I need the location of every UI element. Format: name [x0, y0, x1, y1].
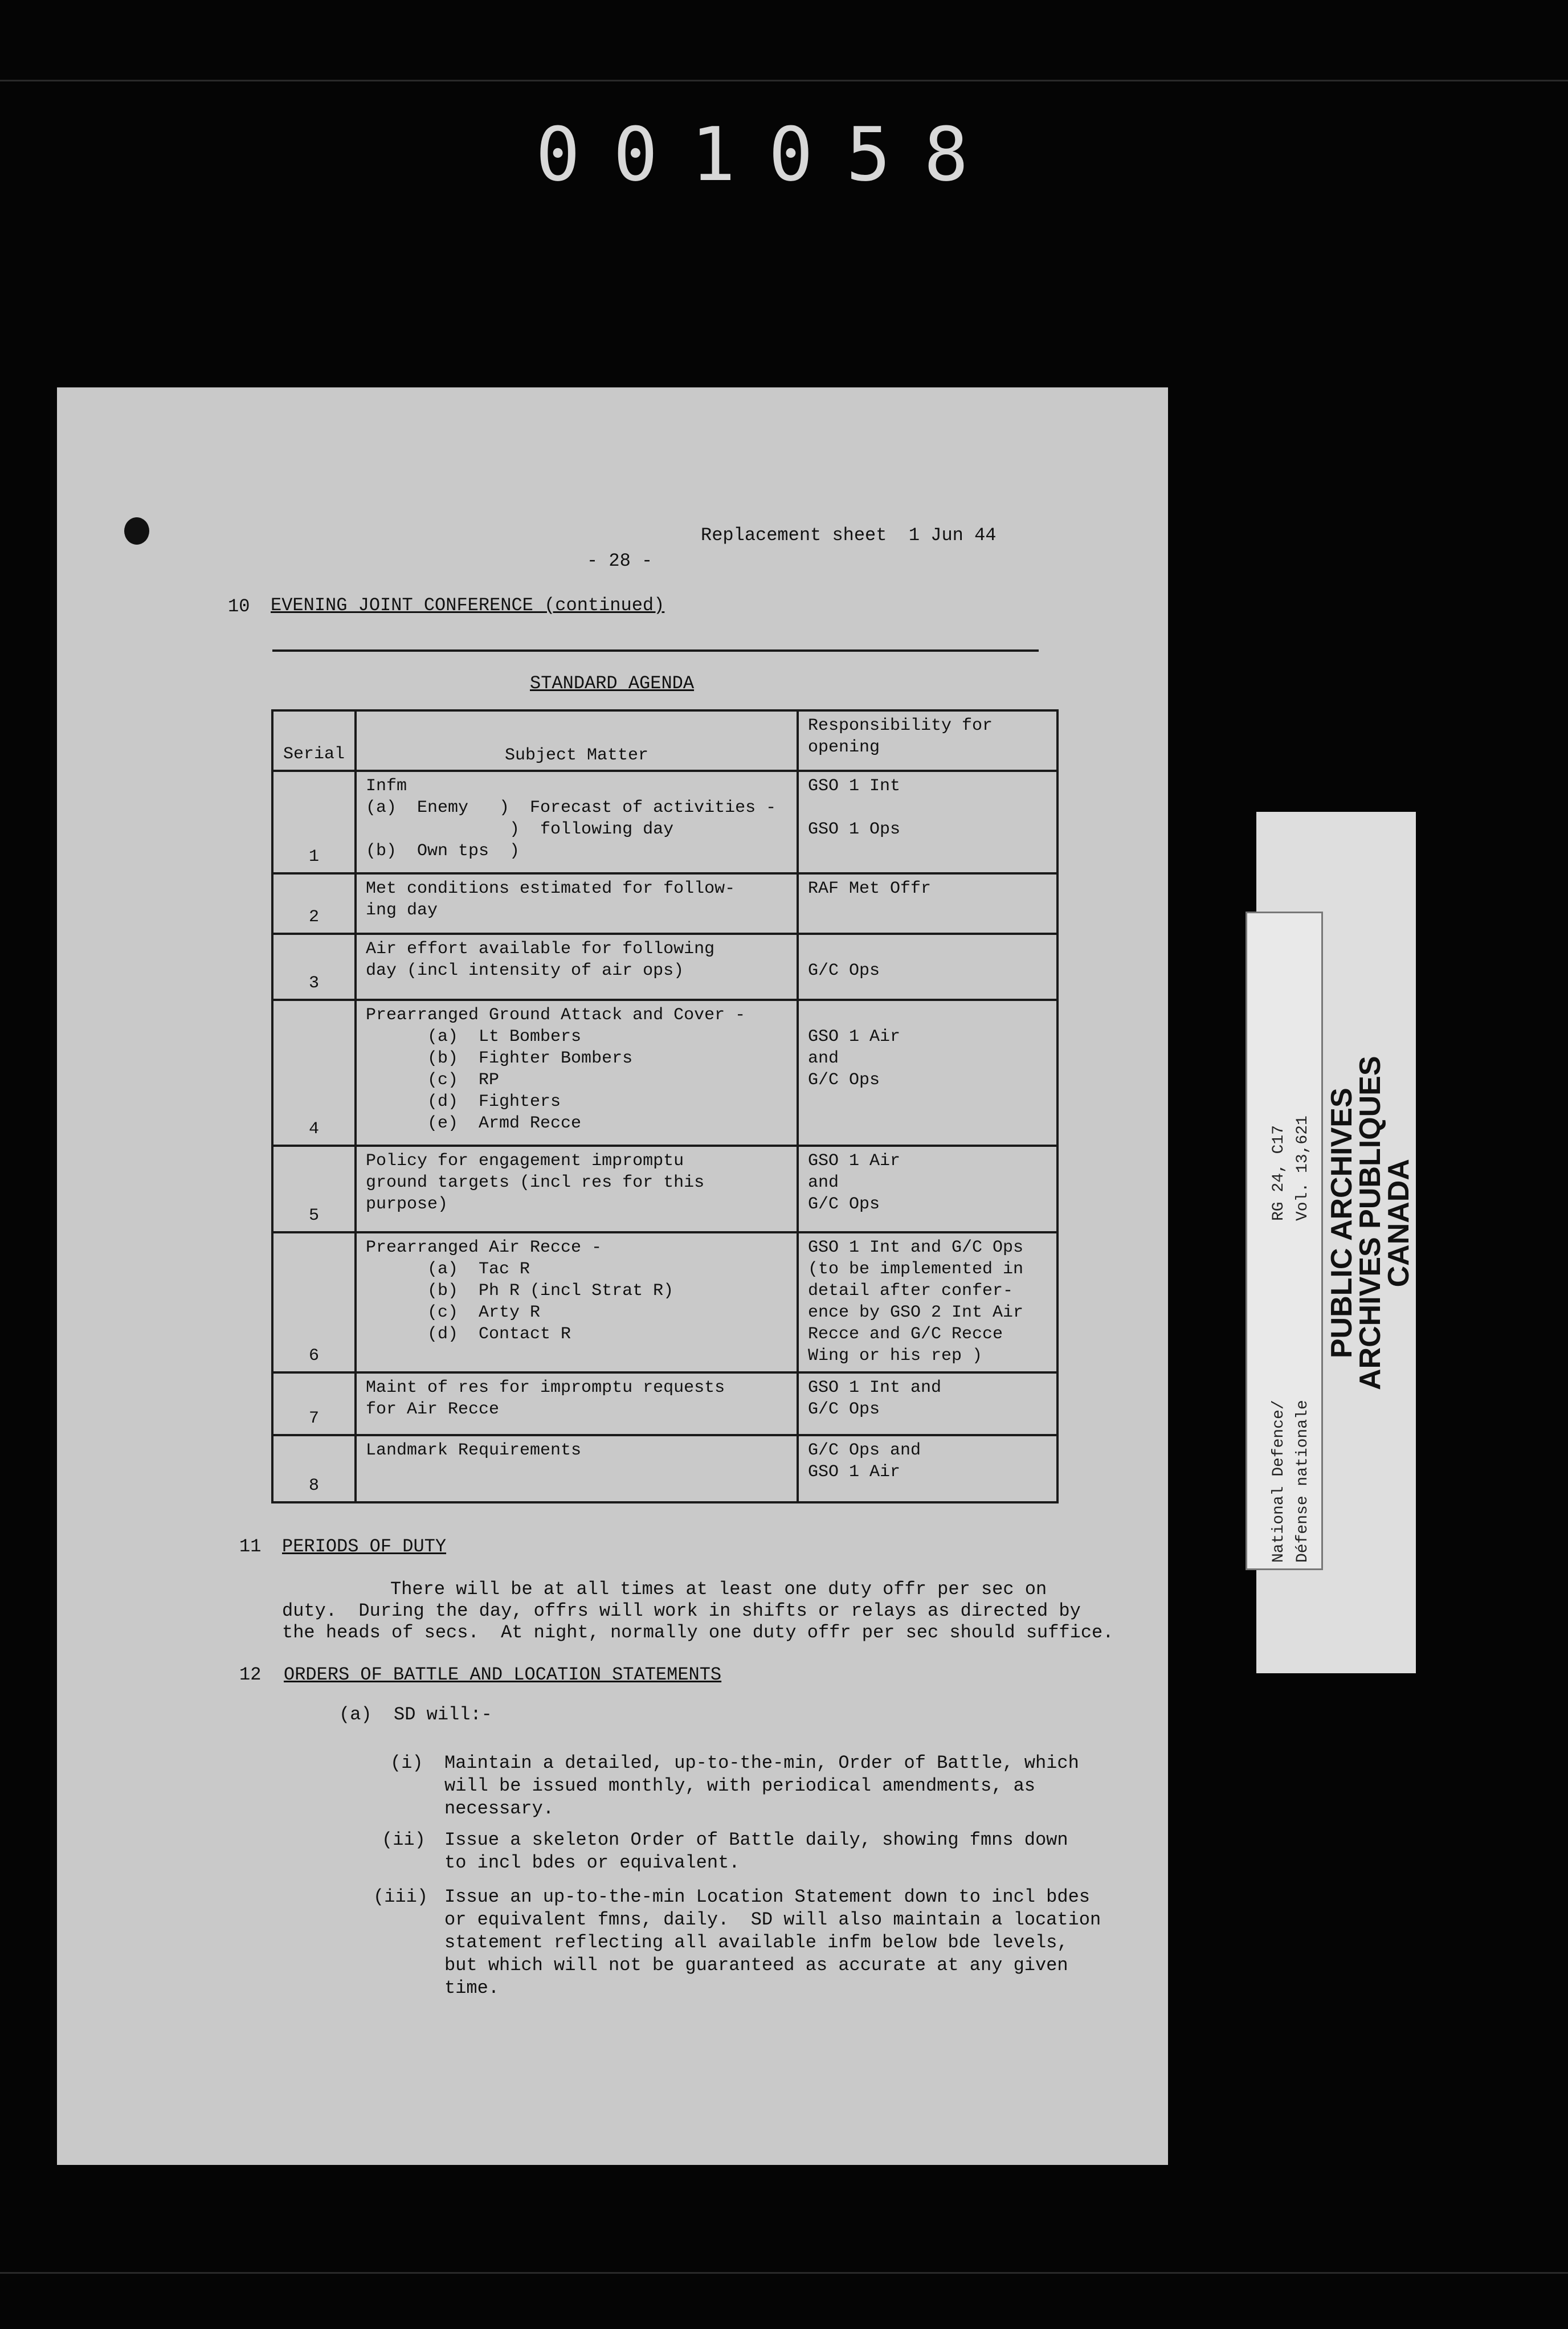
- row-serial: 7: [272, 1372, 356, 1435]
- table-row: [272, 771, 1057, 873]
- section-12-sub-a: (a) SD will:-: [339, 1704, 492, 1725]
- table-header-row: [272, 710, 1057, 771]
- section-11-body-line2: duty. During the day, offrs will work in shifts or relays as directed by: [282, 1600, 1081, 1621]
- section-12-title: ORDERS OF BATTLE AND LOCATION STATEMENTS: [284, 1664, 722, 1685]
- agenda-title: STANDARD AGENDA: [530, 673, 695, 694]
- item-number: (iii): [373, 1886, 428, 1907]
- row-responsibility: G/C Ops and GSO 1 Air: [798, 1435, 1057, 1502]
- stamp-line2: ARCHIVES PUBLIQUES: [1354, 1056, 1387, 1390]
- table-row: [272, 1372, 1057, 1435]
- archive-dept-line2: Défense nationale: [1294, 1400, 1312, 1563]
- stamp-line3: CANADA: [1382, 1159, 1415, 1288]
- archive-ref-line2: Vol. 13,621: [1294, 1116, 1312, 1221]
- row-responsibility: GSO 1 Air and G/C Ops: [798, 1000, 1057, 1146]
- header-responsibility: Responsibility for opening: [798, 710, 1057, 771]
- archive-reference-card: [1246, 912, 1323, 1570]
- film-edge-line: [0, 80, 1568, 81]
- section-11-title: PERIODS OF DUTY: [282, 1536, 447, 1557]
- item-number: (i): [390, 1752, 423, 1774]
- row-subject: Prearranged Air Recce - (a) Tac R (b) Ph R (incl Strat R) (c) Arty R (d) Contact R: [356, 1232, 798, 1372]
- row-subject: Policy for engagement impromptu ground targets (incl res for this purpose): [356, 1146, 798, 1232]
- document-page: [57, 387, 1168, 2165]
- row-serial: 2: [272, 873, 356, 934]
- section-11-body-line1: There will be at all times at least one duty offr per sec on: [390, 1579, 1047, 1600]
- replacement-note: Replacement sheet 1 Jun 44: [701, 525, 997, 546]
- stamp-line1: PUBLIC ARCHIVES: [1325, 1088, 1358, 1359]
- table-row: [272, 1232, 1057, 1372]
- archive-ref-line1: RG 24, C17: [1270, 1125, 1288, 1221]
- header-subject: Subject Matter: [356, 710, 798, 771]
- header-serial: Serial: [272, 710, 356, 771]
- row-subject: Landmark Requirements: [356, 1435, 798, 1502]
- frame-number: 001058: [536, 111, 1002, 198]
- row-responsibility: G/C Ops: [798, 934, 1057, 1000]
- row-responsibility: GSO 1 Int and G/C Ops (to be implemented in detail after confer- ence by GSO 2 Int Air Recce and G/C Recce Wing or his rep ): [798, 1232, 1057, 1372]
- row-responsibility: GSO 1 Int and G/C Ops: [798, 1372, 1057, 1435]
- row-subject: Air effort available for following day (incl intensity of air ops): [356, 934, 798, 1000]
- standard-agenda-table: [271, 709, 1059, 1503]
- row-serial: 6: [272, 1232, 356, 1372]
- row-serial: 3: [272, 934, 356, 1000]
- section-10-title: EVENING JOINT CONFERENCE (continued): [271, 595, 665, 616]
- item-number: (ii): [382, 1829, 426, 1850]
- row-serial: 8: [272, 1435, 356, 1502]
- row-subject: Maint of res for impromptu requests for Air Recce: [356, 1372, 798, 1435]
- row-responsibility: GSO 1 Air and G/C Ops: [798, 1146, 1057, 1232]
- row-serial: 1: [272, 771, 356, 873]
- section-12-number: 12: [239, 1664, 262, 1685]
- row-subject: Infm (a) Enemy ) Forecast of activities - ) following day (b) Own tps ): [356, 771, 798, 873]
- table-row: [272, 1146, 1057, 1232]
- archive-dept-line1: National Defence/: [1270, 1400, 1288, 1563]
- row-subject: Met conditions estimated for follow- ing day: [356, 873, 798, 934]
- section-11-number: 11: [239, 1536, 262, 1557]
- row-serial: 4: [272, 1000, 356, 1146]
- section-10-number: 10: [228, 596, 250, 617]
- item-text: Issue a skeleton Order of Battle daily, showing fmns down to incl bdes or equivalent.: [444, 1829, 1068, 1873]
- section-11-body-line3: the heads of secs. At night, normally one duty offr per sec should suffice.: [282, 1622, 1114, 1643]
- row-serial: 5: [272, 1146, 356, 1232]
- archives-stamp: [1325, 1056, 1415, 1390]
- row-responsibility: GSO 1 Int GSO 1 Ops: [798, 771, 1057, 873]
- film-edge-line: [0, 2272, 1568, 2274]
- punch-hole: [124, 517, 149, 545]
- table-row: [272, 1435, 1057, 1502]
- item-text: Maintain a detailed, up-to-the-min, Order of Battle, which will be issued monthly, with periodical amendments, as necessary.: [444, 1752, 1079, 1819]
- row-subject: Prearranged Ground Attack and Cover - (a) Lt Bombers (b) Fighter Bombers (c) RP (d) Fighters (e) Armd Recce: [356, 1000, 798, 1146]
- horizontal-rule: [272, 649, 1039, 652]
- table-row: [272, 934, 1057, 1000]
- row-responsibility: RAF Met Offr: [798, 873, 1057, 934]
- table-row: [272, 1000, 1057, 1146]
- table-row: [272, 873, 1057, 934]
- page-number: - 28 -: [587, 550, 653, 571]
- item-text: Issue an up-to-the-min Location Statement down to incl bdes or equivalent fmns, daily. SD will also maintain a location statement reflecting all available infm below bde levels, but which will not be guaranteed as accurate at any given time.: [444, 1886, 1101, 1999]
